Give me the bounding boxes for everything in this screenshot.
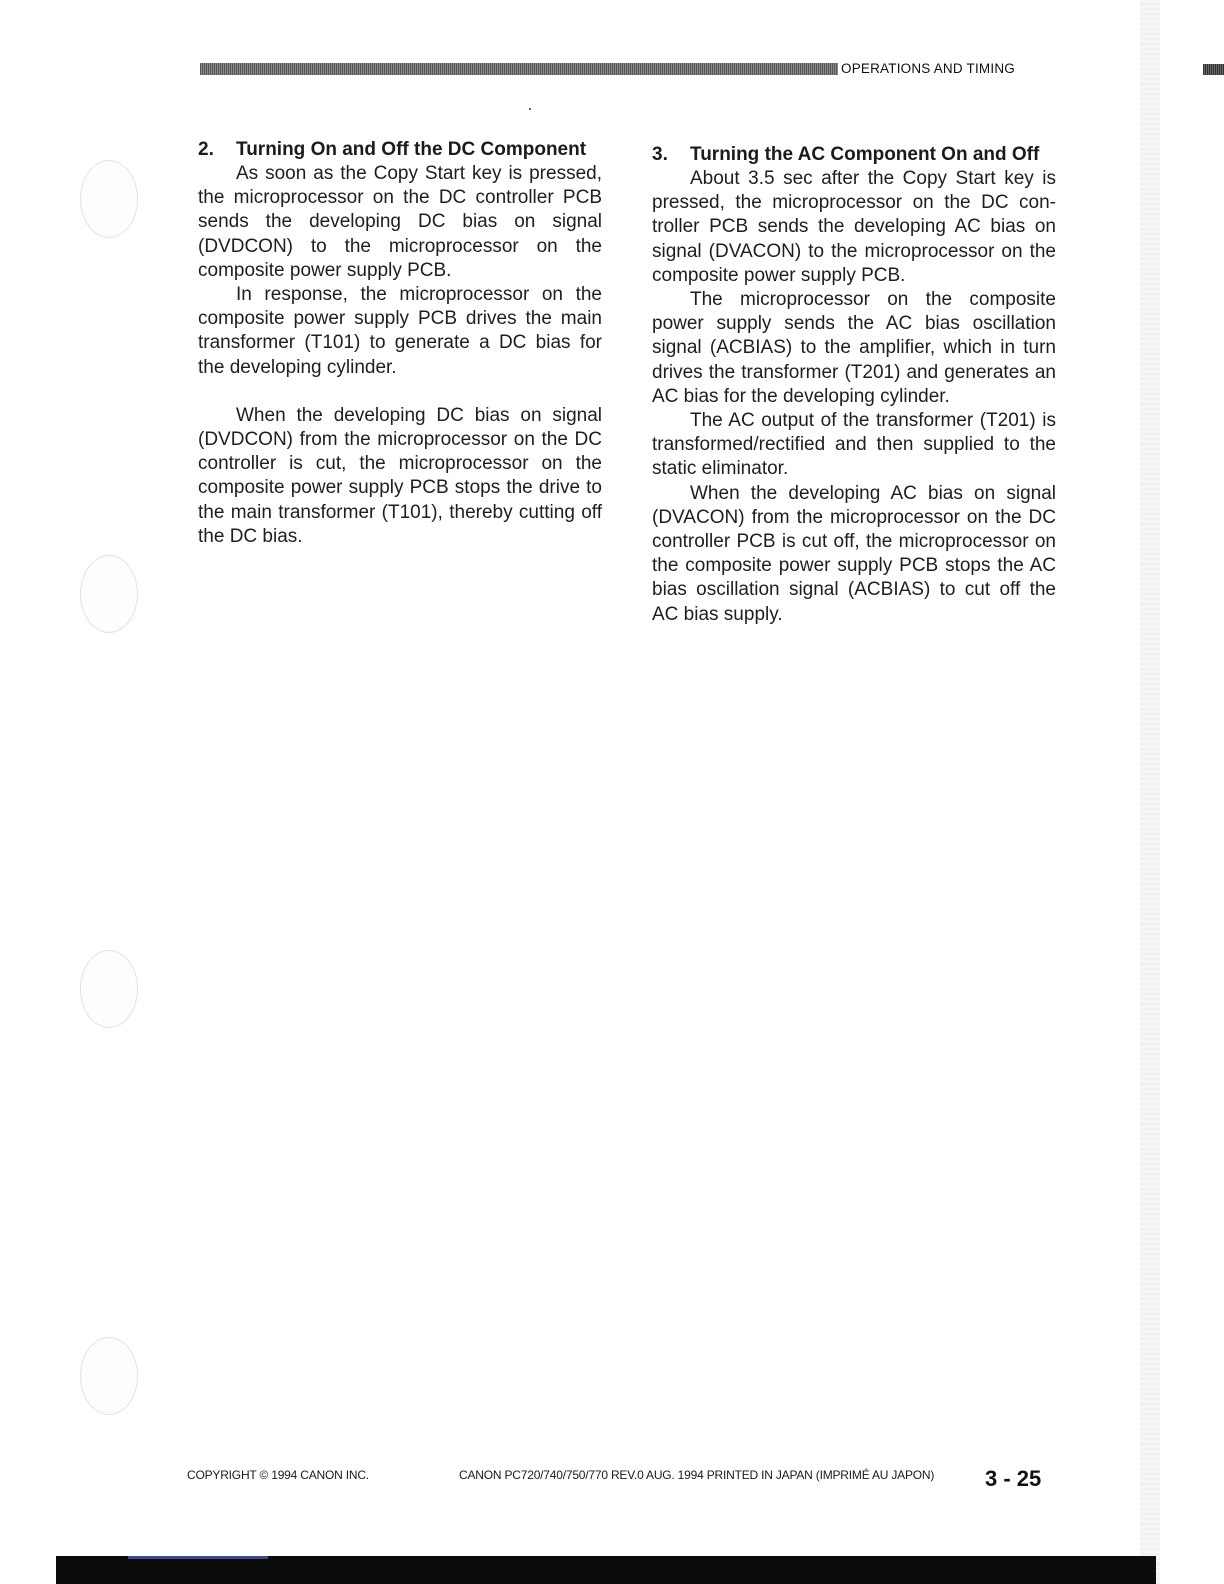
section-dc-component (198, 138, 602, 549)
section-number: 3. (652, 144, 668, 165)
paragraph: As soon as the Copy Start key is pressed, the microprocessor on the DC controller PCB sends the developing DC bias on signal (DVDCON) to the microprocessor on the composite power supply PCB. (198, 163, 602, 281)
paragraph: When the developing DC bias on signal (DVDCON) from the microprocessor on the DC controller is cut, the microprocessor on the composite power supply PCB stops the drive to the main transformer (T101), thereby cutting off the DC bias. (198, 404, 602, 547)
section-title: Turning the AC Component On and Off (690, 144, 1040, 165)
punch-hole (80, 1337, 138, 1415)
paragraph: The microprocessor on the composite power supply sends the AC bias oscillation signal (ACBIAS) to the amplifier, which in turn drives the transformer (T201) and generates an AC bias for the developing cylinder. (652, 289, 1056, 407)
section-number: 2. (198, 139, 214, 160)
page-header (200, 61, 1035, 79)
scan-speck (529, 108, 531, 110)
footer-model-info: CANON PC720/740/750/770 REV.0 AUG. 1994 PRINTED IN JAPAN (IMPRIMÉ AU JAPON) (459, 1468, 935, 1482)
punch-hole (80, 160, 138, 238)
punch-hole (80, 555, 138, 633)
section-heading (652, 143, 1056, 167)
punch-hole (80, 950, 138, 1028)
paragraph: About 3.5 sec after the Copy Start key is pressed, the microprocessor on the DC controller PCB sends the developing AC bias on signal (DVACON) to the microprocessor on the composite power supply PCB. (652, 168, 1056, 286)
section-title: Turning On and Off the DC Component (236, 139, 587, 160)
paragraph: The AC output of the transformer (T201) is transformed/rectified and then supplied to the static eliminator. (652, 410, 1056, 480)
scan-edge (1140, 0, 1160, 1584)
footer-copyright: COPYRIGHT © 1994 CANON INC. (187, 1468, 369, 1482)
scan-bottom-border (56, 1556, 1156, 1584)
header-title: OPERATIONS AND TIMING (841, 61, 1015, 76)
scan-bottom-accent (128, 1556, 268, 1559)
section-ac-component (652, 143, 1056, 627)
section-heading (198, 138, 602, 162)
paragraph: In response, the microprocessor on the composite power supply PCB drives the main transformer (T101) to generate a DC bias for the developing cylinder. (198, 284, 602, 378)
header-rule (200, 63, 838, 75)
paragraph: When the developing AC bias on signal (DVACON) from the microprocessor on the DC controller PCB is cut off, the microprocessor on the composite power supply PCB stops the AC bias oscillation signal (ACBIAS) to cut off the AC bias supply. (652, 482, 1056, 625)
header-rule-end (1203, 64, 1224, 75)
page-number: 3 - 25 (985, 1466, 1042, 1491)
